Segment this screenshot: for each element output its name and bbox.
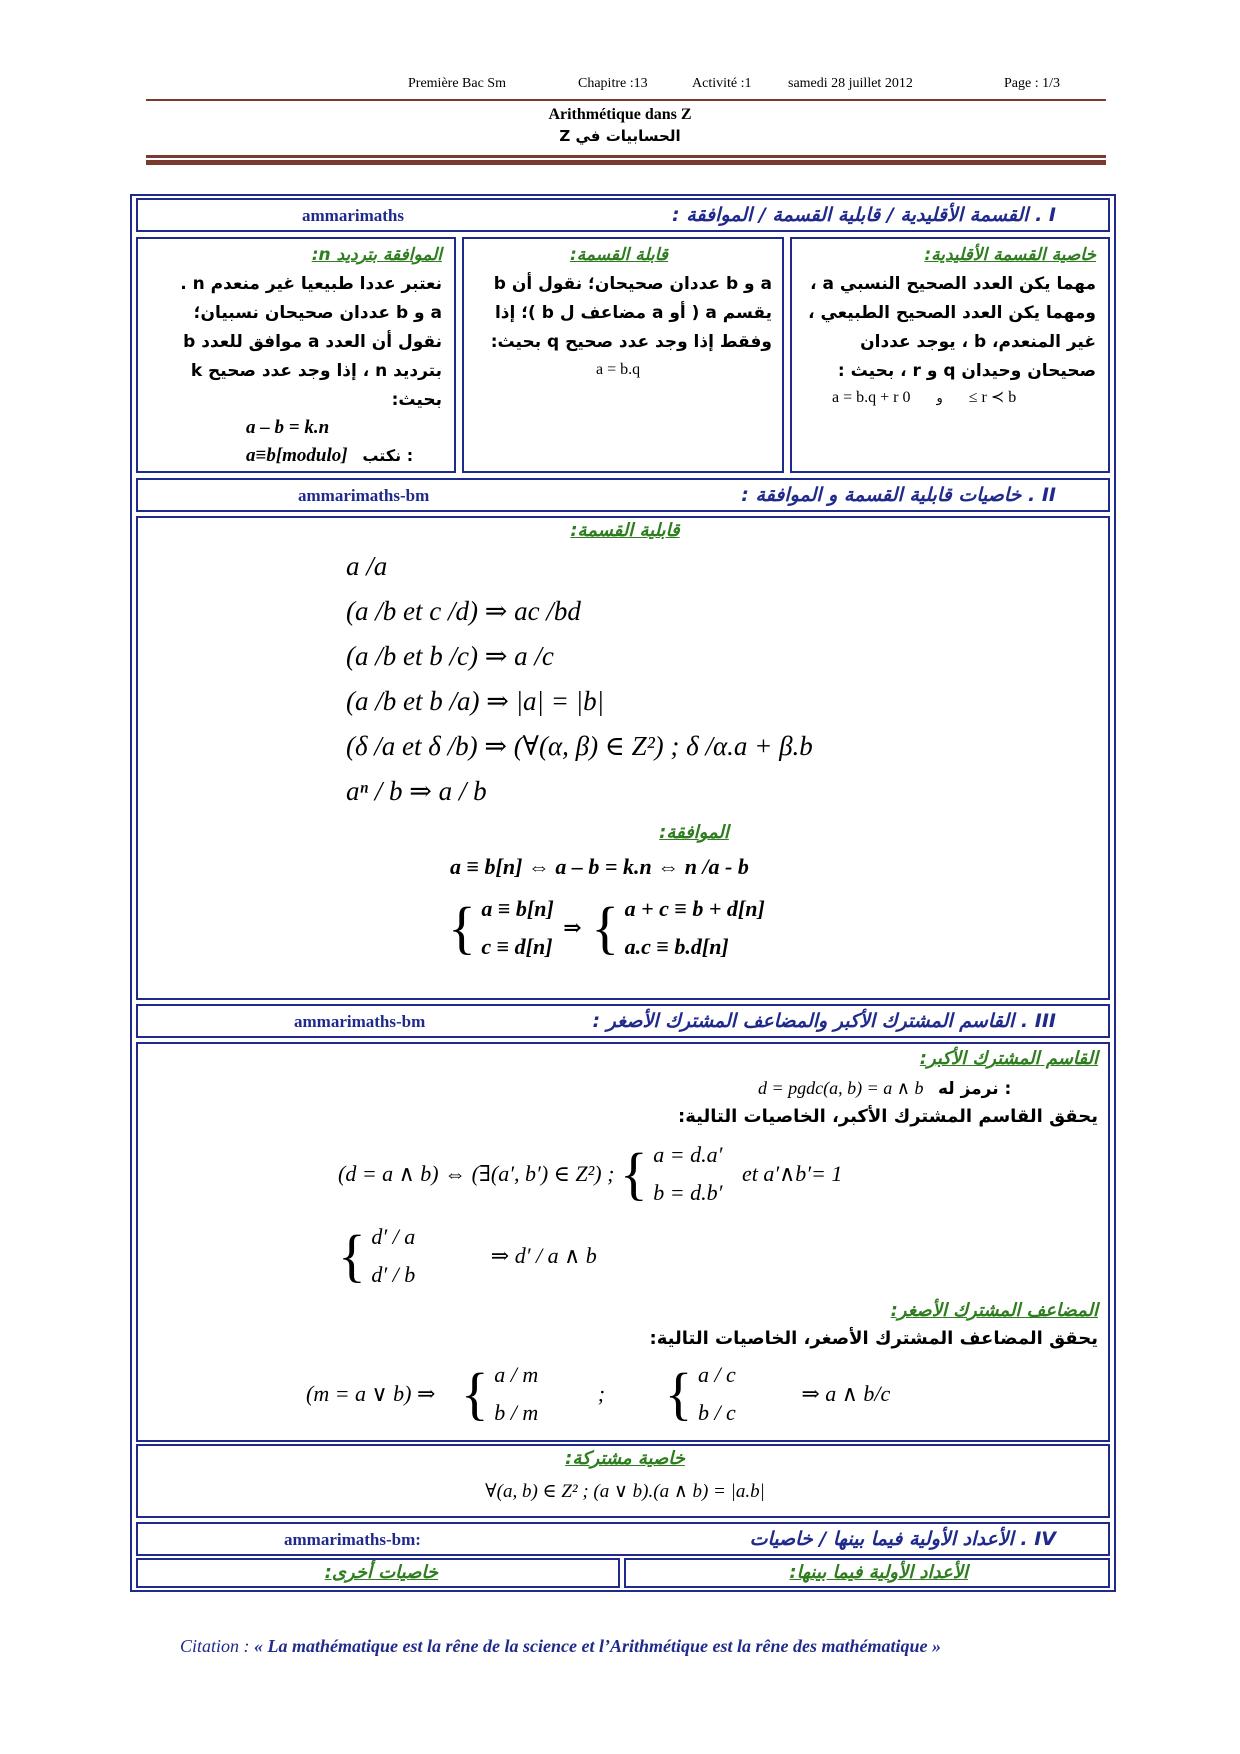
congruence-system [448,890,765,966]
divisibility-line: وفقط إذا وجد عدد صحيح q بحيث: [490,332,772,352]
lcm-sys1 [494,1356,538,1432]
gcd-eq-right: et a′∧b′= 1 [741,1161,843,1186]
lcm-sys-line: a / m [494,1362,539,1387]
section2-heading: II . خاصيات قابلية القسمة و الموافقة : [741,484,1056,506]
gcd-notation-label: نرمز له : [937,1079,1012,1099]
lcm-sys-line: a / c [697,1362,736,1387]
congruence-formula2 [246,445,413,467]
congruence-formula1: a – b = k.n [246,417,330,438]
euclid-title: خاصية القسمة الأقليدية: [924,245,1096,265]
gcd-sys-line: a = d.a′ [653,1142,723,1167]
header-date: samedi 28 juillet 2012 [788,76,913,91]
lcm-brace-1: { [460,1361,489,1426]
other-props-title: خاصيات أخرى: [324,1562,438,1583]
system-left-line: c ≡ d[n] [481,934,553,959]
gcd-sys-line: b = d.b′ [653,1180,723,1205]
gcd-title: القاسم المشترك الأكبر: [919,1048,1098,1069]
gcd2-sys [371,1218,415,1294]
section4-header [136,1522,1110,1556]
gcd2-sys-line: d′ / a [371,1224,416,1249]
header-chapter: Chapitre :13 [578,76,648,91]
gcd2-right: ⇒ d′ / a ∧ b [490,1243,597,1268]
congruence-formula2-label: نكتب : [362,446,414,465]
divisibility-props-title: قابلية القسمة: [570,520,680,541]
title-french: Arithmétique dans Z [548,106,692,123]
common-property [136,1444,1110,1518]
footer-citation [180,1636,941,1657]
lcm-line [306,1356,890,1432]
system-right-line: a.c ≡ b.d[n] [624,934,729,959]
euclid-formula [832,387,1016,407]
section2-header [136,478,1110,512]
congruence-line: نقول أن العدد a موافق للعدد b [183,332,442,352]
lcm-right: ⇒ a ∧ b/c [801,1381,891,1406]
gcd-props: يحقق القاسم المشترك الأكبر، الخاصيات التالية: [678,1106,1098,1127]
title-rule-2 [146,160,1106,165]
section2-body [136,516,1110,1000]
lcm-title: المضاعف المشترك الأصغر: [890,1300,1098,1321]
lcm-props: يحقق المضاعف المشترك الأصغر، الخاصيات التالية: [649,1328,1098,1349]
euclid-line: ومهما يكن العدد الصحيح الطبيعي ، [808,303,1096,323]
congruence-props-title: الموافقة: [659,822,729,843]
divisibility-line: يقسم a ( أو a مضاعف ل b )؛ إذا [494,303,772,323]
col-euclid-body [796,241,1096,386]
congruence-main-line: a ≡ b[n] ⇔ a – b = k.n ⇔ n /a - b [450,854,749,879]
lcm-left: (m = a ∨ b) ⇒ [306,1381,436,1406]
system-left-line: a ≡ b[n] [481,896,554,921]
section3-heading: III . القاسم المشترك الأكبر والمضاعف المشترك الأصغر : [592,1010,1056,1032]
col-congruence-body [142,241,442,415]
header-page: Page : 1/3 [1004,76,1060,91]
gcd-notation-row [758,1078,1011,1099]
col-divisibility-body [466,241,772,357]
system-left [481,890,553,966]
divisibility-line: a و b عددان صحيحان؛ نقول أن b [493,274,772,294]
header-rule [146,99,1106,101]
coprime-box [624,1558,1110,1588]
page-header [146,76,1076,98]
div-formula: (δ /a et δ /b) ⇒ (∀(α, β) ∈ Z²) ; δ /α.a + β.b [346,731,813,761]
euclid-line: صحيحان وحيدان q و r ، بحيث : [837,361,1096,381]
section3-body [136,1042,1110,1442]
common-title: خاصية مشتركة: [565,1448,685,1469]
section3-header [136,1004,1110,1038]
gcd-second [338,1218,597,1294]
euclid-line: غير المنعدم، b ، يوجد عددان [860,332,1096,352]
gcd-notation: d = pgdc(a, b) = a ∧ b [758,1078,924,1098]
section3-site: ammarimaths-bm [294,1012,426,1031]
brace-left: { [448,895,476,960]
common-formula: ∀(a, b) ∈ Z² ; (a ∨ b).(a ∧ b) = |a.b| [485,1481,765,1502]
system-arrow: ⇒ [563,915,582,940]
coprime-title: الأعداد الأولية فيما بينها: [789,1562,968,1583]
divisibility-formula: a = b.q [596,361,641,378]
gcd2-sys-line: d′ / b [371,1262,416,1287]
title-arabic: الحسابيات في Z [559,127,681,145]
header-activity: Activité :1 [692,76,752,91]
section1-header [136,198,1110,232]
congruence-line: نعتبر عددا طبيعيا غير منعدم n . [180,274,442,294]
section4-heading: IV . الأعداد الأولية فيما بينها / خاصيات [749,1528,1056,1550]
lcm-separator: ; [597,1381,606,1406]
gcd-equivalence [338,1136,842,1212]
other-props-box [136,1558,620,1588]
congruence-formula2-value: a≡b[modulo] [246,445,348,466]
system-right-line: a + c ≡ b + d[n] [624,896,765,921]
div-formula: (a /b et b /a) ⇒ |a| = |b| [346,686,605,716]
div-formula: aⁿ / b ⇒ a / b [346,776,487,806]
lcm-sys2 [698,1356,736,1432]
euclid-formula-and: و [936,391,943,406]
gcd2-brace: { [338,1223,366,1288]
lcm-brace-2: { [664,1361,693,1426]
div-formula: (a /b et b /c) ⇒ a /c [346,641,554,671]
divisibility-title: قابلة القسمة: [569,245,669,265]
citation-quote: « La mathématique est la rêne de la science et l’Arithmétique est la rêne des mathématique » [254,1636,941,1656]
congruence-line: a و b عددان صحيحان نسبيان؛ [193,303,442,323]
header-level: Première Bac Sm [408,76,506,91]
lcm-sys-line: b / m [494,1400,539,1425]
section4-site: ammarimaths-bm: [284,1530,421,1549]
divisibility-formulas [346,544,813,814]
div-formula: (a /b et c /d) ⇒ ac /bd [346,596,581,626]
euclid-formula-a: a = b.q + r [832,389,899,406]
euclid-formula-b: 0 ≤ r ≺ b [902,389,1017,406]
section1-site: ammarimaths [302,206,404,225]
congruence-line: بحيث: [391,390,442,410]
gcd-eq-left: (d = a ∧ b) ⇔ (∃(a′, b′) ∈ Z²) ; [338,1161,615,1186]
col-divisibility [462,237,784,473]
gcd-eq-sys [653,1136,722,1212]
gcd-brace: { [619,1141,648,1206]
col-euclid [790,237,1110,473]
euclid-line: مهما يكن العدد الصحيح النسبي a ، [810,274,1096,294]
lcm-sys-line: b / c [697,1400,736,1425]
system-right [625,890,765,966]
section1-heading: I . القسمة الأقليدية / قابلية القسمة / الموافقة : [672,204,1056,226]
brace-right: { [591,895,620,960]
citation-label: Citation : [180,1636,255,1656]
col-congruence [136,237,456,473]
congruence-line: بترديد n ، إذا وجد عدد صحيح k [190,361,442,381]
section2-site: ammarimaths-bm [298,486,430,505]
congruence-col-title: الموافقة بترديد n: [311,245,442,265]
div-formula: a /a [346,551,388,581]
title-rule-1 [146,155,1106,158]
